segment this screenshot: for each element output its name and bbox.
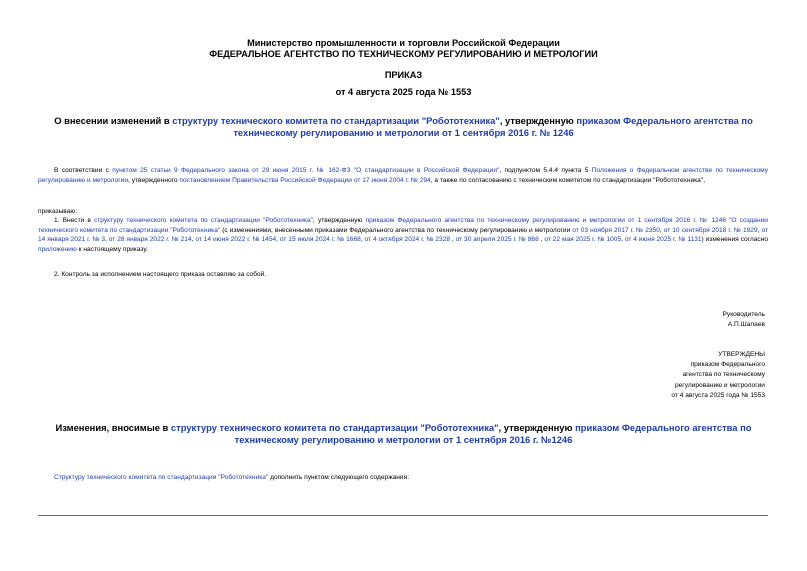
- preamble-link-federal-law[interactable]: пунктом 25 статьи 9 Федерального закона от 29 июня 2015 г. № 162-ФЗ "О стандартизации в Российской Федерации": [112, 167, 500, 174]
- signature-name: А.П.Шалаев: [727, 320, 765, 328]
- item1-link-amend-2018[interactable]: от 10 сентября 2018 г. № 1929: [663, 226, 758, 234]
- item1-link-amend-2022-jan[interactable]: от 28 января 2022 г. № 214: [108, 236, 192, 244]
- ministry-heading: Министерство промышленности и торговли Российской Федерации: [247, 38, 560, 48]
- order-title: [34, 115, 773, 140]
- preamble-paragraph: [38, 166, 768, 185]
- item1-link-annex[interactable]: приложению: [38, 245, 77, 253]
- approval-line-3: агентства по техническому: [682, 371, 765, 379]
- signature-role: Руководитель: [722, 311, 765, 318]
- item1-link-amend-2021[interactable]: от 14 января 2021 г. № 3: [38, 226, 769, 244]
- approval-line-2: приказом Федерального: [690, 361, 765, 369]
- bottom-divider: [38, 515, 768, 516]
- approval-line-5: от 4 августа 2025 года № 1553: [671, 391, 765, 399]
- item1-text-2: , утвержденную: [313, 217, 366, 224]
- approval-block: [671, 350, 765, 401]
- title-link-structure[interactable]: структуру технического комитета по стандартизации "Робототехника": [172, 115, 500, 126]
- approval-line-1: УТВЕРЖДЕНЫ: [718, 351, 765, 358]
- annex-link-structure[interactable]: Структуру технического комитета по стандартизации "Робототехника": [54, 474, 269, 481]
- annex-title: [34, 422, 773, 447]
- preamble-link-regulation[interactable]: Положения о Федеральном агентстве по техническому регулированию и метрологии: [38, 167, 769, 184]
- item1-comma: ,: [621, 236, 625, 244]
- item1-comma: ,: [276, 236, 280, 244]
- item1-comma: ,: [105, 236, 109, 244]
- item1-comma: ,: [757, 226, 762, 234]
- preamble-text-4: , а также по согласованию с техническим комитетом по стандартизации "Робототехника",: [430, 176, 706, 184]
- item1-link-amend-2025-jun[interactable]: от 4 июня 2025 г. № 1131: [624, 236, 702, 244]
- item1-text-3: (с изменениями, внесенными приказами Федерального агентства по техническому регулированию и метрологии: [220, 226, 573, 234]
- item1-link-amend-2022-jun[interactable]: от 14 июня 2022 г. № 1454: [195, 236, 277, 244]
- preamble-text-1: В соответствии с: [54, 167, 113, 174]
- preamble-text-2: , подпунктом 5.4.4 пункта 5: [499, 167, 592, 174]
- item-1-paragraph: [38, 216, 768, 254]
- title-text-1: О внесении изменений в: [54, 115, 173, 126]
- item-2-paragraph: 2. Контроль за исполнением настоящего приказа оставляю за собой.: [54, 271, 267, 278]
- doc-date: от 4 августа 2025 года № 1553: [335, 87, 472, 97]
- item1-comma: ,: [450, 236, 456, 244]
- item1-comma: ,: [360, 236, 365, 244]
- order-word: приказываю:: [38, 208, 78, 215]
- preamble-link-government-decree[interactable]: постановлением Правительства Российской Федерации от 17 июня 2004 г. № 294: [179, 176, 431, 184]
- item1-comma: ,: [538, 236, 545, 244]
- approval-line-4: регулированию и метрологии: [674, 381, 765, 389]
- item1-text-1: 1. Внести в: [54, 217, 94, 224]
- annex-title-link-order-1246[interactable]: приказом Федерального агентства по техническому регулированию и метрологии от 1 сентября 2016 г. №1246: [234, 422, 752, 446]
- item1-comma: ,: [659, 226, 664, 234]
- item1-link-order-1246[interactable]: приказом Федерального агентства по техническому регулированию и метрологии от 1 сентября 2016 г. № 1246 "О создании технического комитета по стандартизации "Робототехника": [38, 217, 768, 234]
- annex-paragraph: [54, 473, 409, 483]
- item1-link-amend-2024-oct[interactable]: от 4 октября 2024 г. № 2328: [364, 236, 451, 244]
- title-text-2: , утвержденную: [499, 115, 577, 126]
- item1-comma: ,: [191, 236, 196, 244]
- preamble-text-3: , утвержденного: [128, 176, 180, 184]
- annex-text: дополнить пунктом следующего содержания:: [268, 474, 410, 481]
- annex-title-link-structure[interactable]: структуру технического комитета по стандартизации "Робототехника": [170, 422, 499, 433]
- item1-link-amend-2017[interactable]: от 03 ноября 2017 г. № 2350: [572, 226, 660, 234]
- item1-text-4: ) изменения согласно: [701, 236, 769, 244]
- item1-link-structure[interactable]: структуру технического комитета по стандартизации "Робототехника": [93, 217, 314, 224]
- doc-type: ПРИКАЗ: [384, 70, 423, 80]
- signature-block: [723, 310, 765, 329]
- annex-title-text-1: Изменения, вносимые в: [55, 422, 171, 433]
- agency-heading: ФЕДЕРАЛЬНОЕ АГЕНТСТВО ПО ТЕХНИЧЕСКОМУ РЕГУЛИРОВАНИЮ И МЕТРОЛОГИИ: [209, 49, 598, 59]
- item1-link-amend-2025-may[interactable]: от 22 мая 2025 г. № 1005: [544, 236, 622, 244]
- item1-text-5: к настоящему приказу.: [76, 245, 148, 253]
- item1-link-amend-2024-jul[interactable]: от 15 июля 2024 г. № 1668: [279, 236, 361, 244]
- title-link-order-1246[interactable]: приказом Федерального агентства по техническому регулированию и метрологии от 1 сентября 2016 г. № 1246: [233, 115, 753, 139]
- item1-link-amend-2025-apr[interactable]: от 30 апреля 2025 г. № 868: [455, 236, 539, 244]
- annex-title-text-2: , утвержденную: [498, 422, 576, 433]
